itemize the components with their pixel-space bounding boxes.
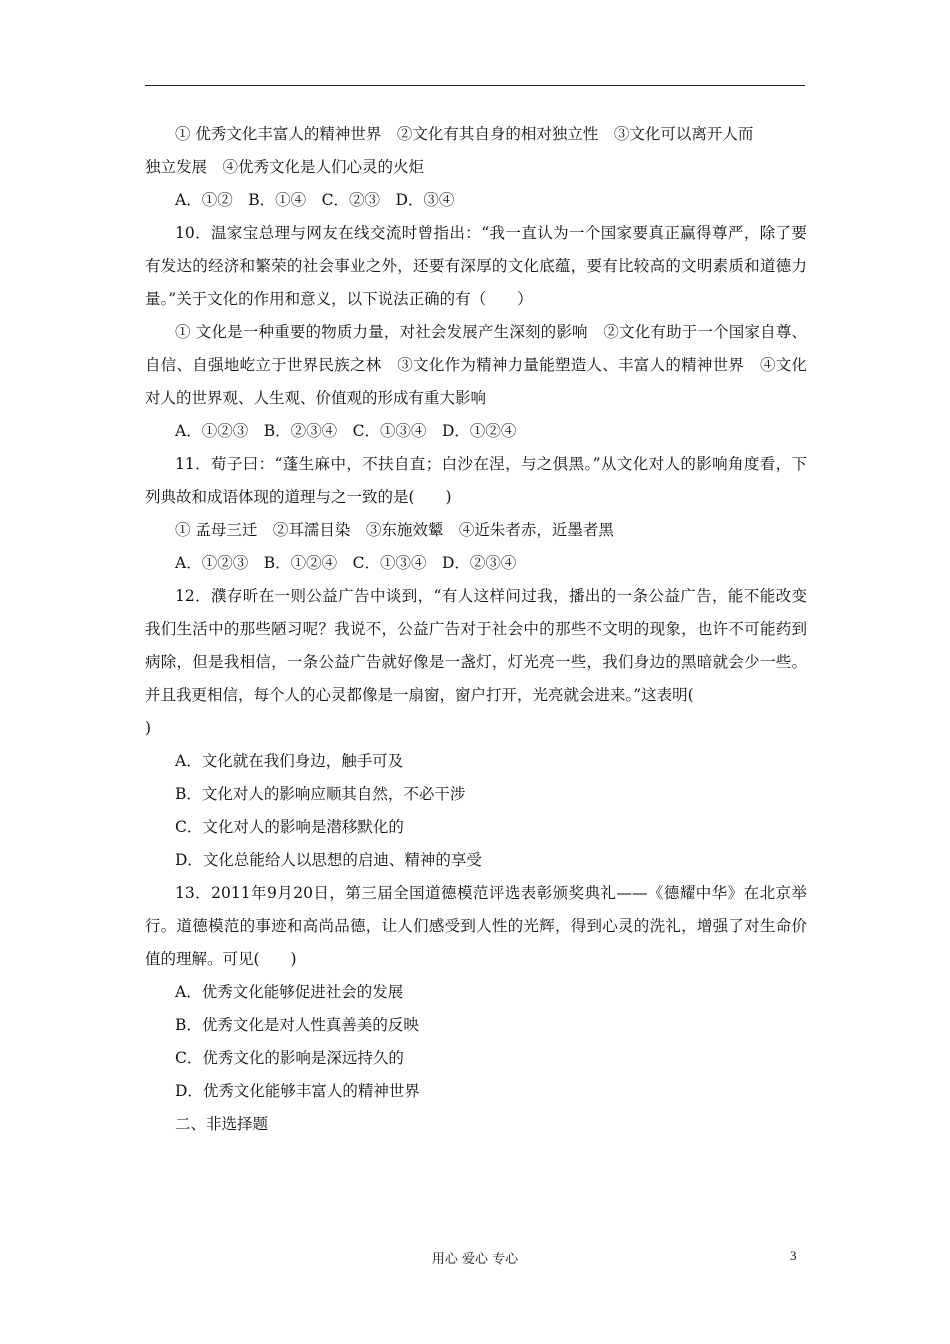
header-rule bbox=[145, 85, 805, 86]
q12-option-b: B．文化对人的影响应顺其自然，不必干涉 bbox=[175, 785, 466, 803]
q12-option-c: C．文化对人的影响是潜移默化的 bbox=[175, 818, 404, 836]
q10-options: A．①②③ B．②③④ C．①③④ D．①②④ bbox=[175, 422, 517, 440]
q12-stem-tail: ) bbox=[145, 719, 152, 737]
q13-option-d: D．优秀文化能够丰富人的精神世界 bbox=[175, 1082, 420, 1100]
q12-stem: 12．濮存昕在一则公益广告中谈到，“有人这样问过我，播出的一条公益广告，能不能改变我们生活中的那些陋习呢？我说不，公益广告对于社会中的那些不文明的现象，也许不可能药到病除，但是我相信，一条公益广告就好像是一盏灯，灯光亮一些，我们身边的黑暗就会少一些。并且我更相信，每个人的心灵都像是一扇窗，窗户打开，光亮就会进来。”这表明( bbox=[145, 587, 807, 704]
q11-statements: ① 孟母三迁 ②耳濡目染 ③东施效颦 ④近朱者赤，近墨者黑 bbox=[175, 521, 614, 539]
page-content bbox=[145, 118, 807, 1141]
q12-option-a: A．文化就在我们身边，触手可及 bbox=[175, 752, 404, 770]
q13-option-b: B．优秀文化是对人性真善美的反映 bbox=[175, 1016, 419, 1034]
q10-stem: 10．温家宝总理与网友在线交流时曾指出：“我一直认为一个国家要真正赢得尊严，除了要有发达的经济和繁荣的社会事业之外，还要有深厚的文化底蕴，要有比较高的文明素质和道德力量。”关于文化的作用和意义，以下说法正确的有（ ） bbox=[145, 224, 807, 308]
q9-statements-line2: 独立发展 ④优秀文化是人们心灵的火炬 bbox=[145, 158, 425, 176]
q11-stem: 11．荀子曰：“蓬生麻中，不扶自直；白沙在涅，与之俱黑。”从文化对人的影响角度看，下列典故和成语体现的道理与之一致的是( ) bbox=[145, 455, 807, 506]
page-number: 3 bbox=[790, 1248, 797, 1263]
footer-motto: 用心 爱心 专心 bbox=[431, 1252, 519, 1267]
q13-option-a: A．优秀文化能够促进社会的发展 bbox=[175, 983, 404, 1001]
q9-options: A．①② B．①④ C．②③ D．③④ bbox=[175, 191, 455, 209]
q12-option-d: D．文化总能给人以思想的启迪、精神的享受 bbox=[175, 851, 482, 869]
q10-statements: ① 文化是一种重要的物质力量，对社会发展产生深刻的影响 ②文化有助于一个国家自尊、自信、自强地屹立于世界民族之林 ③文化作为精神力量能塑造人、丰富人的精神世界 ④文化对人的世界观、人生观、价值观的形成有重大影响 bbox=[145, 323, 807, 407]
q13-stem: 13．2011年9月20日，第三届全国道德模范评选表彰颁奖典礼——《德耀中华》在北京举行。道德模范的事迹和高尚品德，让人们感受到人性的光辉，得到心灵的洗礼，增强了对生命价值的理解。可见( ) bbox=[145, 884, 807, 968]
q13-option-c: C．优秀文化的影响是深远持久的 bbox=[175, 1049, 404, 1067]
section-heading: 二、非选择题 bbox=[175, 1115, 269, 1133]
q9-statements-line1: ① 优秀文化丰富人的精神世界 ②文化有其自身的相对独立性 ③文化可以离开人而 bbox=[175, 125, 754, 143]
q11-options: A．①②③ B．①②④ C．①③④ D．②③④ bbox=[175, 554, 517, 572]
